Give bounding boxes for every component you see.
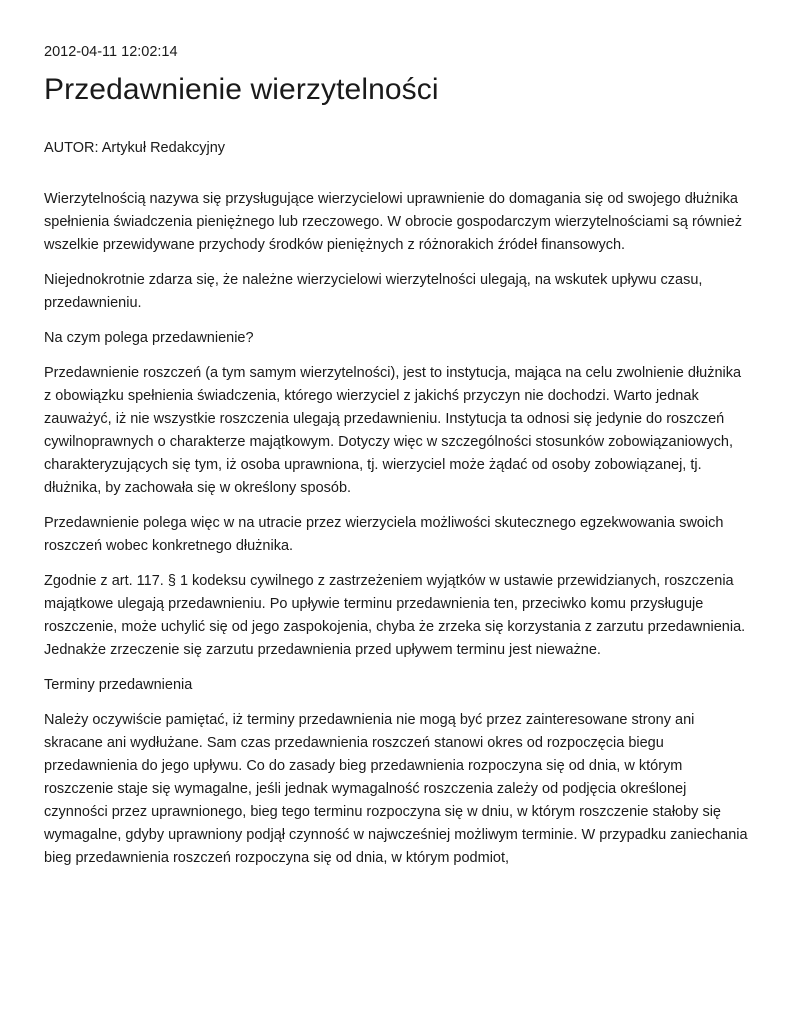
author-line: AUTOR: Artykuł Redakcyjny (44, 140, 226, 156)
paragraph-civil-code: Zgodnie z art. 117. § 1 kodeksu cywilnego z zastrzeżeniem wyjątków w ustawie przewidzianych, roszczenia majątkowe ulegają przedawnieniu. Po upływie terminu przedawnienia ten, przeciwko komu przysługuje roszczenie, może uchylić się od jego zaspokojenia, chyba że zrzeka się korzystania z zarzutu przedawnienia. Jednakże zrzeczenie się zarzutu przedawnienia przed upływem terminu jest nieważne. (44, 573, 746, 658)
paragraph-institution: Przedawnienie roszczeń (a tym samym wierzytelności), jest to instytucja, mająca na celu zwolnienie dłużnika z obowiązku spełnienia świadczenia, którego wierzyciel z jakichś przyczyn nie dochodzi. Warto jednak zauważyć, iż nie wszystkie roszczenia ulegają przedawnieniu. Instytucja ta odnosi się jedynie do roszczeń cywilnoprawnych o charakterze majątkowym. Dotyczy więc w szczególności stosunków zobowiązaniowych, charakteryzujących się tym, iż osoba uprawniona, tj. wierzyciel może żądać od osoby zobowiązanej, tj. dłużnika, by zachowała się w określony sposób. (44, 365, 742, 496)
paragraph-terms: Należy oczywiście pamiętać, iż terminy przedawnienia nie mogą być przez zainteresowane strony ani skracane ani wydłużane. Sam czas przedawnienia roszczeń stanowi okres od rozpoczęcia biegu przedawnienia do jego upływu. Co do zasady bieg przedawnienia rozpoczyna się od dnia, w którym roszczenie staje się wymagalne, jeśli jednak wymagalność roszczenia zależy od podjęcia określonej czynności przez uprawnionego, bieg tego terminu rozpoczyna się w dniu, w którym roszczenie stałoby się wymagalne, gdyby uprawniony podjął czynność w najwcześniej możliwym terminie. W przypadku zaniechania bieg przedawnienia roszczeń rozpoczyna się od dnia, w którym podmiot, (44, 712, 748, 866)
paragraph-definition: Wierzytelnością nazywa się przysługujące wierzycielowi uprawnienie do domagania się od swojego dłużnika spełnienia świadczenia pieniężnego lub rzeczowego. W obrocie gospodarczym wierzytelnościami są również wszelkie przewidywane przychody środków pieniężnych z różnorakich źródeł finansowych. (44, 191, 742, 253)
document-page (44, 42, 749, 882)
section-heading-terms: Terminy przedawnienia (44, 677, 193, 693)
publish-timestamp: 2012-04-11 12:02:14 (44, 44, 178, 60)
paragraph-intro: Niejednokrotnie zdarza się, że należne wierzycielowi wierzytelności ulegają, na wskutek upływu czasu, przedawnieniu. (44, 272, 703, 311)
article-body (44, 188, 749, 870)
paragraph-loss-of-right: Przedawnienie polega więc w na utracie przez wierzyciela możliwości skutecznego egzekwowania swoich roszczeń wobec konkretnego dłużnika. (44, 515, 724, 554)
page-title: Przedawnienie wierzytelności (44, 73, 439, 106)
section-heading-what-is: Na czym polega przedawnienie? (44, 330, 254, 346)
